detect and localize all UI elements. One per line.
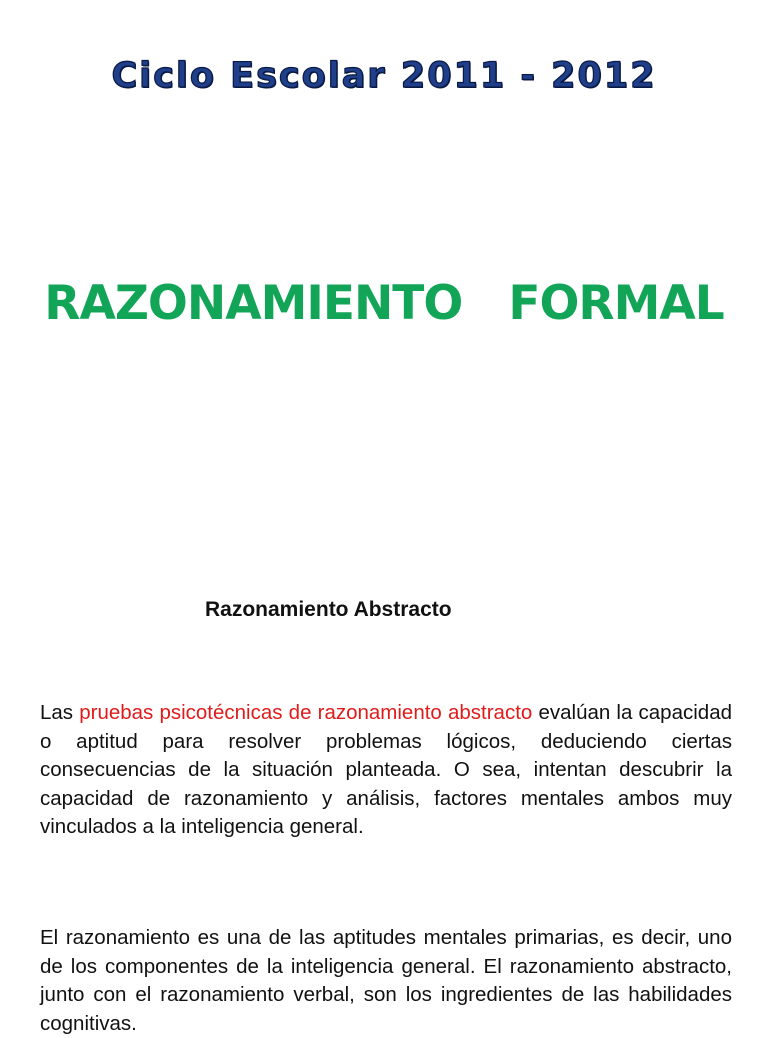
main-title: RAZONAMIENTO FORMAL (44, 276, 724, 331)
section-heading: Razonamiento Abstracto (205, 598, 452, 621)
paragraph-definition: El razonamiento es una de las aptitudes mentales primarias, es decir, uno de los componentes de la inteligencia general. El razonamiento abstracto, junto con el razonamiento verbal, son los ingredientes de las habilidades cognitivas. (40, 926, 732, 1035)
paragraph-intro (40, 699, 732, 842)
paragraph-intro-rest: evalúan la capacidad o aptitud para resolver problemas lógicos, deduciendo ciertas consecuencias de la situación planteada. O sea, intentan descubrir la capacidad de razonamiento y análisis, factores mentales ambos muy vinculados a la inteligencia general. (40, 701, 732, 838)
paragraph-intro-lead: Las (40, 701, 80, 724)
cycle-title: Ciclo Escolar 2011 - 2012 (111, 56, 657, 96)
highlighted-term: pruebas psicotécnicas de razonamiento abstracto (79, 701, 533, 724)
